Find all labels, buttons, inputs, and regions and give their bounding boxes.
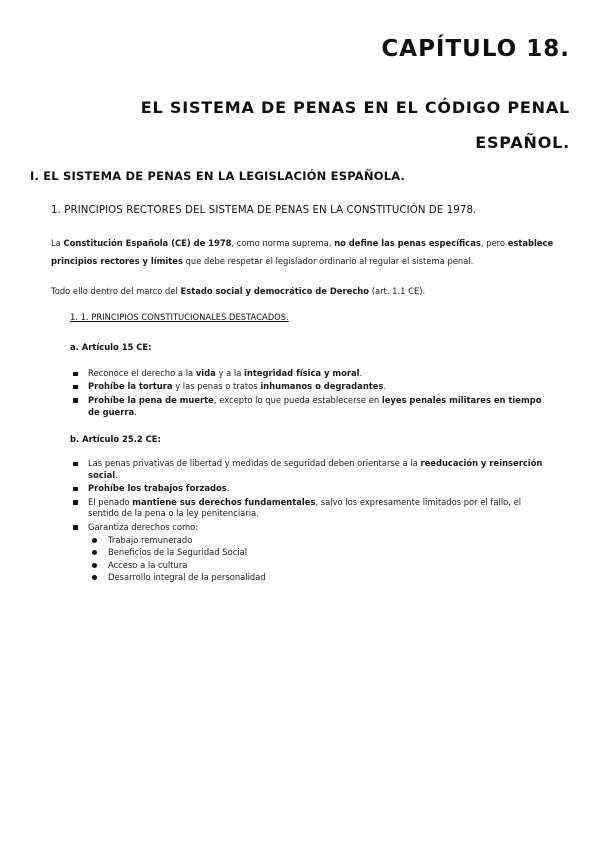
list-item [70,381,550,393]
text: Reconoce el derecho a la [88,368,196,378]
text: , excepto lo que pueda establecerse en [213,394,382,405]
bold-text: reeducación y reinserción social [88,458,543,480]
text: , salvo los expresamente limitados por el fallo, el sentido de la pena o la ley penitenciaria. [88,496,522,519]
text: Las penas privativas de libertad y medidas de seguridad deben orientarse a la [88,458,421,468]
framework-paragraph [51,282,561,300]
text: . [359,368,363,378]
rights-list [88,535,550,585]
text: , como norma suprema, [231,238,335,248]
text: . [134,406,137,417]
text: La [51,238,64,248]
bold-text: Prohíbe los trabajos forzados [88,483,227,494]
subsection-heading: 1. PRINCIPIOS RECTORES DEL SISTEMA DE PENAS EN LA CONSTITUCIÓN DE 1978. [51,205,477,216]
article-25-heading: b. Artículo 25.2 CE: [70,434,161,444]
text: (art. 1.1 CE). [369,286,426,296]
bold-text: Constitución Española (CE) de 1978 [63,238,232,248]
list-item [70,368,550,380]
bold-text: Prohíbe la tortura [88,381,173,392]
bold-text: mantiene sus derechos fundamentales [132,496,316,507]
right-item: Desarrollo integral de la personalidad [88,572,550,584]
right-item: Trabajo remunerado [88,535,550,547]
list-item [70,483,550,495]
text: , pero [480,238,508,248]
bold-text: leyes penales militares en tiempo de guerra [88,394,542,417]
chapter-number: CAPÍTULO 18. [381,36,570,62]
section-heading: I. EL SISTEMA DE PENAS EN LA LEGISLACIÓN ESPAÑOLA. [30,169,406,183]
text: El penado [88,496,133,507]
intro-paragraph [51,234,561,270]
text: y las penas o tratos [172,381,261,392]
bold-text: Estado social y democrático de Derecho [180,286,370,296]
list-item [70,497,550,521]
bold-text: integridad física y moral [244,368,360,378]
article-25-list [70,458,550,586]
text: . [226,483,230,494]
text: y a la [215,368,244,378]
list-item [70,522,550,584]
text: Garantiza derechos como: [88,521,199,532]
right-item: Beneficios de la Seguridad Social [88,547,550,559]
text: Todo ello dentro del marco del [51,286,181,296]
list-item [70,395,550,419]
chapter-title: EL SISTEMA DE PENAS EN EL CÓDIGO PENAL ESPAÑOL. [140,98,570,152]
text: que debe respetar el legislador ordinario al regular el sistema penal. [182,256,474,266]
right-item: Acceso a la cultura [88,560,550,572]
bold-text: inhumanos o degradantes [260,381,384,392]
article-15-list [70,368,550,420]
article-15-heading: a. Artículo 15 CE: [70,342,152,352]
list-item [70,458,550,482]
bold-text: vida [195,368,216,378]
principles-heading: 1. 1. PRINCIPIOS CONSTITUCIONALES DESTACADOS. [70,312,289,322]
text: . [115,469,118,480]
bold-text: Prohíbe la pena de muerte [88,394,214,405]
bold-text: no define las penas específicas [334,238,481,248]
bold-text: establece principios rectores y límites [51,238,554,266]
text: . [383,381,387,392]
